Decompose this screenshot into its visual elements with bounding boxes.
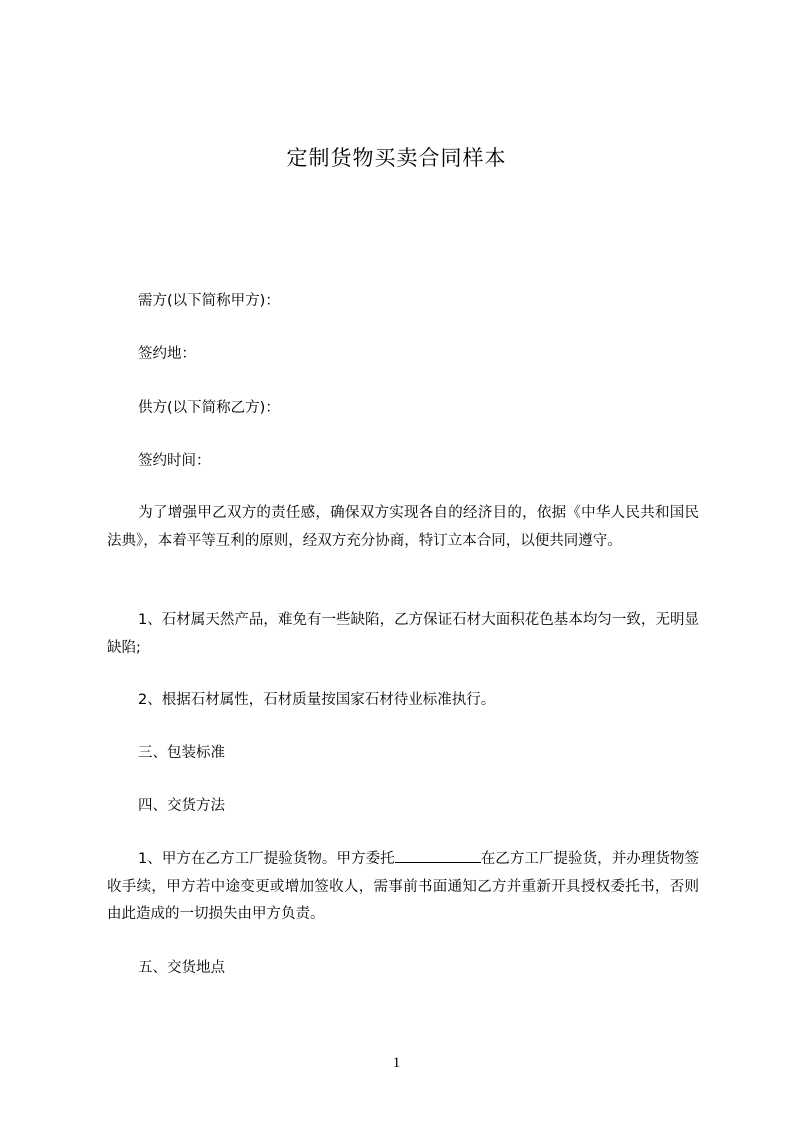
page-number: 1 (392, 1055, 401, 1071)
clause-4-1-text-part1: 1、甲方在乙方工厂提验货物。甲方委托 (138, 851, 395, 867)
signing-time-field: 签约时间： (138, 453, 211, 469)
preamble-text: 为了增强甲乙双方的责任感，确保双方实现各自的经济目的，依据《中华人民共和国民法典》，本着平等互利的原则，经双方充分协商，特订立本合同，以便共同遵守。 (107, 505, 699, 549)
section-5-heading: 五、交货地点 (138, 960, 225, 976)
buyer-field: 需方(以下简称甲方)： (138, 293, 280, 309)
proxy-name-blank (395, 848, 481, 863)
clause-4-1-paragraph (107, 846, 699, 929)
signing-place-field: 签约地： (138, 346, 196, 362)
clause-1-2: 2、根据石材属性，石材质量按国家石材待业标准执行。 (138, 692, 496, 708)
preamble-paragraph (107, 500, 699, 555)
supplier-field: 供方(以下简称乙方)： (138, 400, 280, 416)
section-3-heading: 三、包装标准 (138, 745, 225, 761)
clause-1-1-text: 1、石材属天然产品，难免有一些缺陷，乙方保证石材大面积花色基本均匀一致，无明显缺陷; (107, 612, 699, 656)
section-4-heading: 四、交货方法 (138, 798, 225, 814)
clause-1-1-paragraph (107, 607, 699, 662)
clause-4-1-text-part2: 在乙方工厂提验货，并办理货物签收手续，甲方若中途变更或增加签收人，需事前书面通知乙方并重新开具授权委托书，否则由此造成的一切损失由甲方负责。 (107, 851, 699, 922)
document-title: 定制货物买卖合同样本 (286, 146, 507, 170)
